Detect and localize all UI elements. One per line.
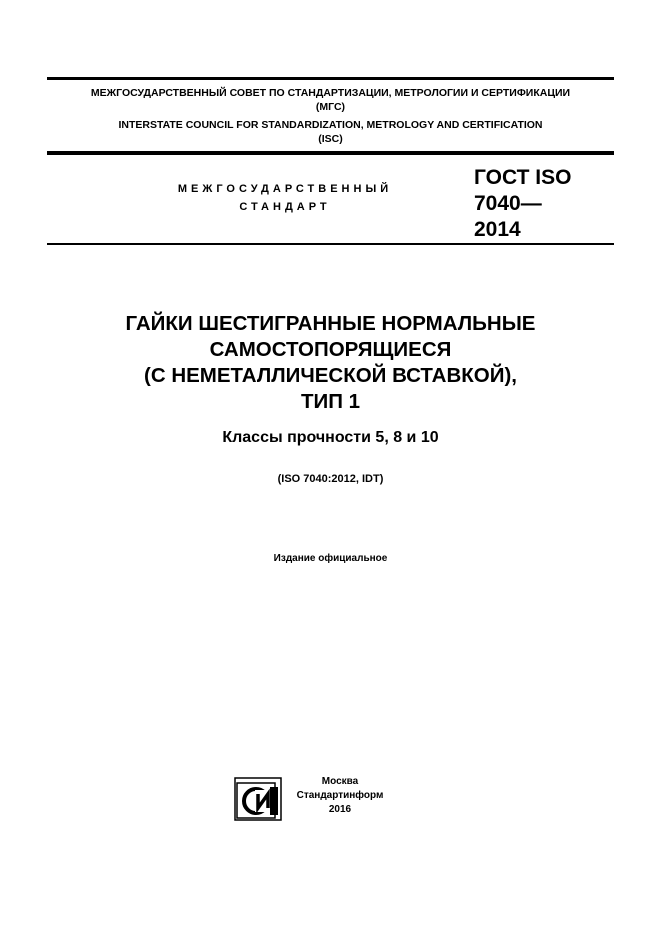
standard-number-line2: 7040— bbox=[474, 192, 542, 215]
council-en-name: INTERSTATE COUNCIL FOR STANDARDIZATION, METROLOGY AND CERTIFICATION bbox=[118, 119, 543, 131]
standartinform-logo-icon bbox=[234, 777, 282, 821]
title-line3: (С НЕМЕТАЛЛИЧЕСКОЙ ВСТАВКОЙ), bbox=[144, 364, 517, 387]
publisher-city: Москва bbox=[321, 776, 359, 787]
council-ru bbox=[47, 86, 614, 114]
publisher bbox=[282, 775, 398, 817]
document-subtitle: Классы прочности 5, 8 и 10 bbox=[222, 429, 439, 446]
standard-number bbox=[474, 165, 614, 243]
council-ru-name: МЕЖГОСУДАРСТВЕННЫЙ СОВЕТ ПО СТАНДАРТИЗАЦИИ, МЕТРОЛОГИИ И СЕРТИФИКАЦИИ bbox=[90, 87, 571, 99]
bottom-rule bbox=[47, 243, 614, 245]
top-rule bbox=[47, 77, 614, 80]
title-line4: ТИП 1 bbox=[300, 390, 361, 413]
document-title bbox=[40, 311, 621, 415]
publisher-name: Стандартинформ bbox=[296, 790, 384, 801]
edition-note: Издание официальное bbox=[273, 553, 388, 564]
title-line1: ГАЙКИ ШЕСТИГРАННЫЕ НОРМАЛЬНЫЕ bbox=[125, 312, 536, 335]
iso-reference: (ISO 7040:2012, IDT) bbox=[277, 473, 384, 485]
council-en bbox=[47, 118, 614, 146]
standard-type bbox=[140, 180, 430, 216]
standard-type-line1: МЕЖГОСУДАРСТВЕННЫЙ bbox=[177, 183, 393, 195]
middle-rule bbox=[47, 151, 614, 155]
publisher-year: 2016 bbox=[328, 804, 352, 815]
standard-number-line1: ГОСТ ISO bbox=[474, 166, 572, 189]
standard-number-line3: 2014 bbox=[474, 218, 521, 241]
title-line2: САМОСТОПОРЯЩИЕСЯ bbox=[209, 338, 452, 361]
council-en-abbr: (ISC) bbox=[318, 133, 343, 145]
council-ru-abbr: (МГС) bbox=[315, 101, 346, 113]
standard-type-line2: СТАНДАРТ bbox=[239, 201, 331, 213]
